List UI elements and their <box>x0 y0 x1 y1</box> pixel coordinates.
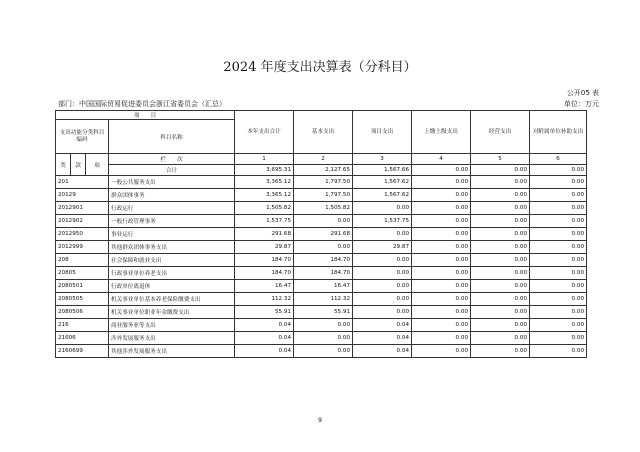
row-value: 1,567.62 <box>353 176 412 189</box>
row-value: 0.00 <box>412 319 471 332</box>
header-col-basic: 基本支出 <box>294 111 353 154</box>
col-number: 3 <box>353 154 412 165</box>
table-row <box>56 254 587 267</box>
row-value: 0.00 <box>471 228 530 241</box>
row-value: 3,365.12 <box>235 189 294 202</box>
row-code: 2080501 <box>56 280 109 293</box>
row-name: 一般公共服务支出 <box>109 176 235 189</box>
table-row <box>56 176 587 189</box>
row-value: 0.00 <box>294 332 353 345</box>
row-value: 0.00 <box>412 228 471 241</box>
row-value: 291.68 <box>235 228 294 241</box>
row-value: 0.00 <box>412 241 471 254</box>
header-code: 支出功能分类科目编码 <box>56 120 109 154</box>
row-value: 1,505.82 <box>294 202 353 215</box>
row-code: 2160699 <box>56 345 109 358</box>
row-value: 0.04 <box>235 332 294 345</box>
table-row <box>56 189 587 202</box>
row-value: 0.00 <box>471 345 530 358</box>
row-value: 0.00 <box>471 280 530 293</box>
table-row <box>56 319 587 332</box>
total-row <box>56 165 587 176</box>
header-xiang: 项 <box>86 154 109 176</box>
row-value: 0.00 <box>471 241 530 254</box>
row-value: 0.00 <box>471 215 530 228</box>
row-value: 55.91 <box>294 306 353 319</box>
row-value: 1,505.82 <box>235 202 294 215</box>
header-col-project: 项目支出 <box>353 111 412 154</box>
row-code: 216 <box>56 319 109 332</box>
row-value: 0.00 <box>294 319 353 332</box>
row-code: 2012999 <box>56 241 109 254</box>
row-code: 20129 <box>56 189 109 202</box>
table-row <box>56 215 587 228</box>
row-value: 16.47 <box>235 280 294 293</box>
header-kuan: 款 <box>71 154 86 176</box>
row-value: 0.00 <box>530 332 587 345</box>
row-value: 0.00 <box>353 254 412 267</box>
row-name: 行政运行 <box>109 202 235 215</box>
row-name: 事业运行 <box>109 228 235 241</box>
row-name: 机关事业单位职业年金缴费支出 <box>109 306 235 319</box>
row-value: 3,365.12 <box>235 176 294 189</box>
header-row-column-numbers <box>56 154 587 165</box>
row-value: 0.00 <box>412 306 471 319</box>
row-value: 0.00 <box>471 202 530 215</box>
total-value: 0.00 <box>530 165 587 176</box>
row-value: 1,537.75 <box>235 215 294 228</box>
unit-label: 单位：万元 <box>564 100 599 108</box>
row-value: 0.00 <box>471 332 530 345</box>
row-code: 2080506 <box>56 306 109 319</box>
row-value: 112.32 <box>235 293 294 306</box>
row-value: 1,797.50 <box>294 189 353 202</box>
row-name: 群众团体事务 <box>109 189 235 202</box>
row-value: 0.00 <box>530 202 587 215</box>
total-value: 0.00 <box>471 165 530 176</box>
header-name: 科目名称 <box>109 120 235 154</box>
row-code: 201 <box>56 176 109 189</box>
header-lei: 类 <box>56 154 71 176</box>
total-value: 1,567.66 <box>353 165 412 176</box>
row-value: 16.47 <box>294 280 353 293</box>
row-value: 184.70 <box>235 267 294 280</box>
row-value: 0.00 <box>530 319 587 332</box>
row-value: 0.00 <box>412 189 471 202</box>
row-value: 112.32 <box>294 293 353 306</box>
row-name: 一般行政管理事务 <box>109 215 235 228</box>
row-value: 29.87 <box>353 241 412 254</box>
row-value: 0.00 <box>471 293 530 306</box>
row-value: 0.00 <box>294 345 353 358</box>
col-number: 6 <box>530 154 587 165</box>
row-value: 0.00 <box>294 215 353 228</box>
header-row-item <box>56 111 587 120</box>
total-label: 合计 <box>109 165 235 176</box>
row-value: 0.04 <box>353 332 412 345</box>
row-value: 0.00 <box>294 241 353 254</box>
row-code: 208 <box>56 254 109 267</box>
row-value: 184.70 <box>294 254 353 267</box>
table-row <box>56 228 587 241</box>
page-title: 2024 年度支出决算表（分科目） <box>223 60 417 75</box>
total-value: 3,695.31 <box>235 165 294 176</box>
department-label: 部门：中国国际贸易促进委员会浙江省委员会（汇总） <box>58 100 226 108</box>
row-value: 0.00 <box>353 306 412 319</box>
col-number: 2 <box>294 154 353 165</box>
row-value: 0.00 <box>412 215 471 228</box>
row-name: 其他涉外发展服务支出 <box>109 345 235 358</box>
row-value: 0.04 <box>235 345 294 358</box>
header-col-subsidy: 对附属单位补助支出 <box>530 111 587 154</box>
row-value: 0.00 <box>530 176 587 189</box>
row-value: 0.00 <box>353 267 412 280</box>
row-name: 社会保障和就业支出 <box>109 254 235 267</box>
row-value: 0.00 <box>530 254 587 267</box>
page-number: 9 <box>318 417 322 424</box>
row-name: 其他群众团体事务支出 <box>109 241 235 254</box>
row-value: 184.70 <box>235 254 294 267</box>
row-value: 0.00 <box>412 267 471 280</box>
table-row <box>56 202 587 215</box>
table-row <box>56 267 587 280</box>
row-value: 184.70 <box>294 267 353 280</box>
table-row <box>56 345 587 358</box>
row-value: 0.00 <box>530 306 587 319</box>
row-value: 0.00 <box>530 293 587 306</box>
row-value: 0.00 <box>530 267 587 280</box>
row-value: 0.00 <box>412 345 471 358</box>
row-code: 21606 <box>56 332 109 345</box>
row-value: 0.00 <box>412 293 471 306</box>
col-number: 1 <box>235 154 294 165</box>
row-value: 0.00 <box>471 319 530 332</box>
header-col-remit-upper: 上缴上级支出 <box>412 111 471 154</box>
row-value: 0.00 <box>353 280 412 293</box>
row-name: 商业服务业等支出 <box>109 319 235 332</box>
row-value: 55.91 <box>235 306 294 319</box>
header-col-total: 本年支出合计 <box>235 111 294 154</box>
row-value: 0.00 <box>412 254 471 267</box>
row-value: 0.00 <box>353 228 412 241</box>
row-value: 0.00 <box>530 280 587 293</box>
form-number: 公开05 表 <box>566 89 599 97</box>
row-value: 0.00 <box>530 345 587 358</box>
row-value: 0.04 <box>353 319 412 332</box>
table-row <box>56 293 587 306</box>
expenditure-table <box>55 110 587 358</box>
row-value: 0.00 <box>471 189 530 202</box>
row-value: 0.00 <box>471 306 530 319</box>
row-value: 1,537.75 <box>353 215 412 228</box>
row-name: 行政事业单位养老支出 <box>109 267 235 280</box>
header-col-operating: 经营支出 <box>471 111 530 154</box>
row-code: 2012901 <box>56 202 109 215</box>
col-number: 4 <box>412 154 471 165</box>
row-value: 0.00 <box>412 176 471 189</box>
row-name: 涉外发展服务支出 <box>109 332 235 345</box>
row-value: 0.00 <box>412 280 471 293</box>
row-code: 2012950 <box>56 228 109 241</box>
row-value: 0.00 <box>471 176 530 189</box>
row-value: 1,797.50 <box>294 176 353 189</box>
table-row <box>56 280 587 293</box>
row-value: 291.68 <box>294 228 353 241</box>
header-lanci: 栏 次 <box>109 154 235 165</box>
total-value: 0.00 <box>412 165 471 176</box>
row-value: 0.04 <box>235 319 294 332</box>
row-value: 29.87 <box>235 241 294 254</box>
row-value: 0.00 <box>530 228 587 241</box>
row-value: 0.00 <box>471 267 530 280</box>
row-value: 0.00 <box>353 202 412 215</box>
row-value: 0.00 <box>412 332 471 345</box>
row-value: 0.00 <box>530 189 587 202</box>
row-name: 行政单位离退休 <box>109 280 235 293</box>
row-value: 0.04 <box>353 345 412 358</box>
row-value: 0.00 <box>412 202 471 215</box>
table-row <box>56 332 587 345</box>
row-value: 1,567.62 <box>353 189 412 202</box>
table-row <box>56 241 587 254</box>
table-row <box>56 306 587 319</box>
total-value: 2,127.65 <box>294 165 353 176</box>
col-number: 5 <box>471 154 530 165</box>
row-name: 机关事业单位基本养老保险缴费支出 <box>109 293 235 306</box>
row-code: 2012902 <box>56 215 109 228</box>
header-item: 项 目 <box>56 111 235 120</box>
row-code: 20805 <box>56 267 109 280</box>
row-value: 0.00 <box>471 254 530 267</box>
row-value: 0.00 <box>530 215 587 228</box>
row-code: 2080505 <box>56 293 109 306</box>
row-value: 0.00 <box>353 293 412 306</box>
row-value: 0.00 <box>530 241 587 254</box>
